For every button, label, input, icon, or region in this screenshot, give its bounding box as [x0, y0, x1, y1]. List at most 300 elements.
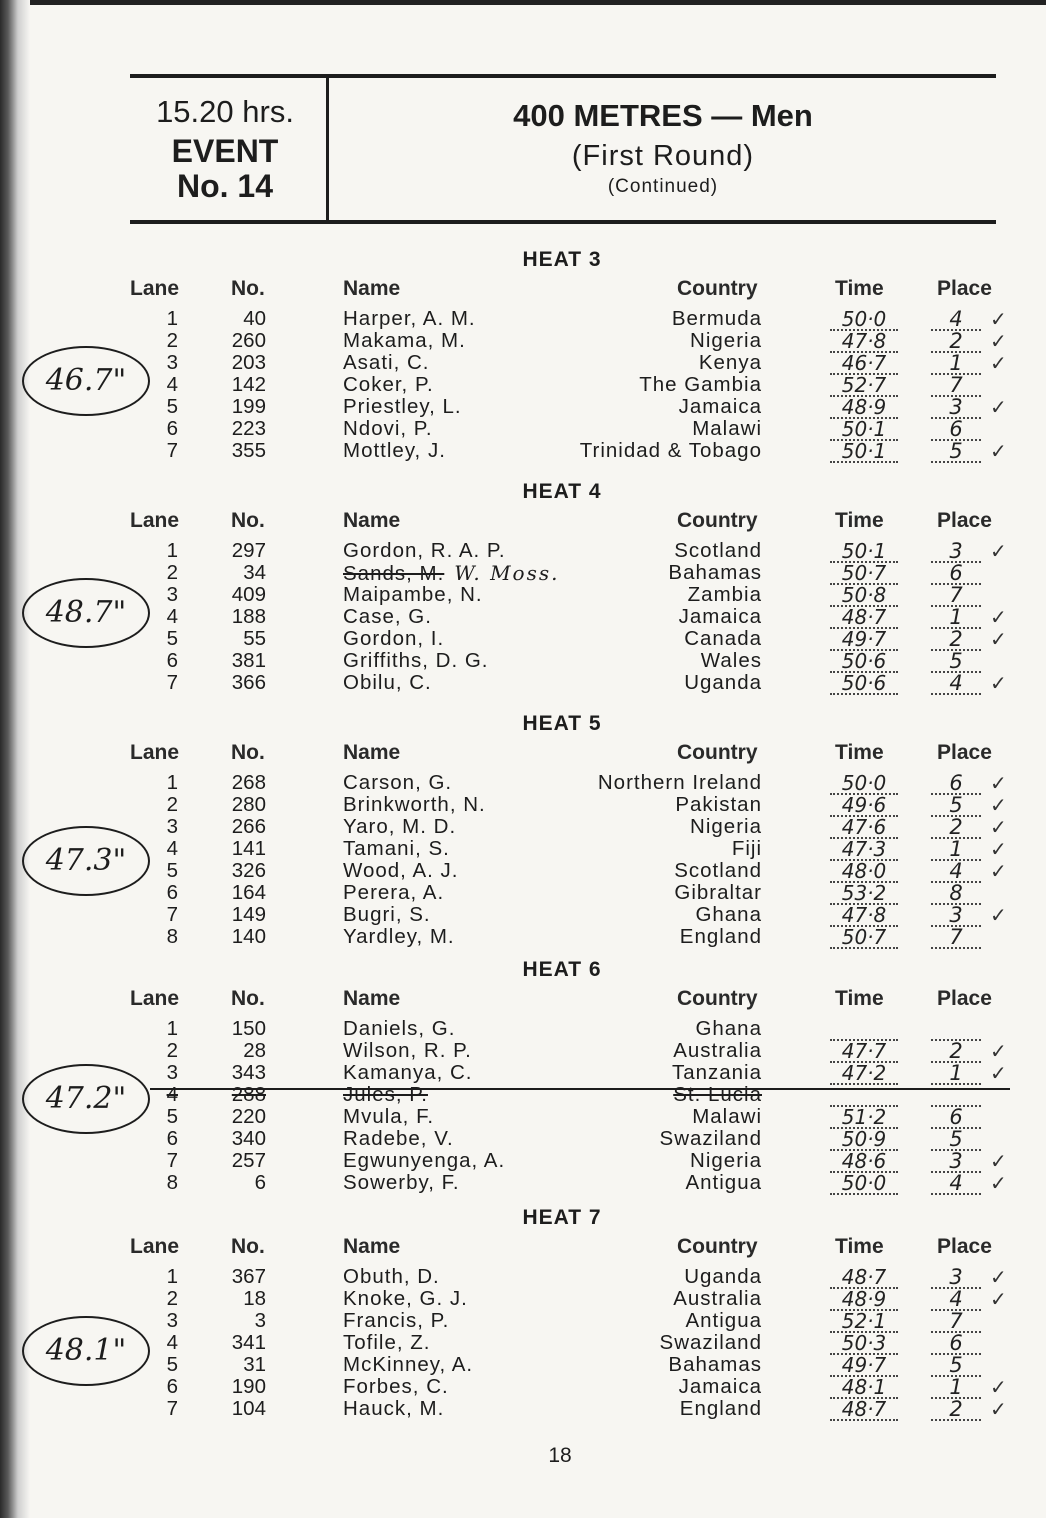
handwritten-place: 6	[931, 418, 981, 441]
handwritten-place: 4	[931, 308, 981, 331]
check-mark: ✓	[990, 627, 1007, 651]
handwritten-place: 5	[931, 794, 981, 817]
column-header-name: Name	[343, 1235, 401, 1258]
event-title: 400 METRES — Men	[513, 98, 813, 133]
handwritten-place: 3	[931, 1266, 981, 1289]
country: Zambia	[687, 583, 762, 606]
handwritten-place: 2	[931, 816, 981, 839]
bib-number: 140	[231, 925, 266, 948]
handwritten-time: 47·7	[830, 1040, 898, 1063]
heat-title: HEAT 3	[522, 248, 602, 271]
bib-number: 268	[231, 771, 266, 794]
handwritten-place	[931, 1018, 981, 1041]
column-header-no: No.	[231, 509, 265, 532]
lane-number: 6	[166, 1375, 178, 1398]
event-time: 15.20 hrs.	[156, 94, 294, 129]
lane-number: 4	[166, 1331, 178, 1354]
event-no: No. 14	[176, 168, 274, 204]
athlete-name: Wood, A. J.	[343, 859, 459, 882]
bib-number: 141	[231, 837, 266, 860]
handwritten-place: 4	[931, 672, 981, 695]
lane-number: 6	[166, 417, 178, 440]
heat-entries	[0, 772, 1046, 948]
column-header-lane: Lane	[130, 741, 180, 764]
country: Nigeria	[690, 329, 762, 352]
country: Northern Ireland	[597, 771, 762, 794]
handwritten-place: 1	[931, 352, 981, 375]
column-header-no: No.	[231, 741, 265, 764]
handwritten-place: 2	[931, 330, 981, 353]
column-header-time: Time	[835, 1235, 884, 1258]
entry-row	[0, 904, 1046, 926]
athlete-name: Case, G.	[343, 605, 432, 628]
country: Swaziland	[659, 1127, 762, 1150]
handwritten-time: 46·7	[830, 352, 898, 375]
handwritten-place: 4	[931, 1288, 981, 1311]
lane-number: 4	[166, 837, 178, 860]
lane-number: 2	[166, 1039, 178, 1062]
handwritten-time: 48·7	[830, 606, 898, 629]
country: Jamaica	[678, 605, 762, 628]
athlete-name: Hauck, M.	[343, 1397, 445, 1420]
bib-number: 3	[254, 1309, 266, 1332]
handwritten-time: 53·2	[830, 882, 898, 905]
country: Wales	[700, 649, 762, 672]
lane-number: 4	[166, 605, 178, 628]
bib-number: 260	[231, 329, 266, 352]
column-header-country: Country	[677, 741, 758, 764]
athlete-name: Ndovi, P.	[343, 417, 433, 440]
bib-number: 355	[231, 439, 266, 462]
check-mark: ✓	[990, 771, 1007, 795]
handwritten-place: 5	[931, 650, 981, 673]
handwritten-time: 47·3	[830, 838, 898, 861]
country: Scotland	[674, 539, 762, 562]
handwritten-place: 2	[931, 1398, 981, 1421]
handwritten-time: 50·1	[830, 440, 898, 463]
heat-title: HEAT 4	[522, 480, 602, 503]
handwritten-place: 1	[931, 1376, 981, 1399]
athlete-name: Mvula, F.	[343, 1105, 435, 1128]
athlete-name: Tamani, S.	[343, 837, 450, 860]
athlete-name: Yardley, M.	[343, 925, 455, 948]
handwritten-time: 50·7	[830, 562, 898, 585]
entry-row	[0, 1376, 1046, 1398]
country: Ghana	[695, 903, 762, 926]
handwritten-place: 3	[931, 396, 981, 419]
country: Uganda	[684, 671, 762, 694]
lane-number: 2	[166, 561, 178, 584]
athlete-name: Francis, P.	[343, 1309, 450, 1332]
handwritten-time: 48·6	[830, 1150, 898, 1173]
entry-row	[0, 540, 1046, 562]
bib-number: 297	[231, 539, 266, 562]
check-mark: ✓	[990, 539, 1007, 563]
lane-number: 6	[166, 1127, 178, 1150]
athlete-name: Brinkworth, N.	[343, 793, 486, 816]
bib-number: 367	[231, 1265, 266, 1288]
lane-number: 5	[166, 859, 178, 882]
athlete-name: McKinney, A.	[343, 1353, 474, 1376]
page-top-edge	[0, 0, 1046, 5]
country: England	[679, 1397, 762, 1420]
bib-number: 288	[231, 1083, 266, 1106]
check-mark: ✓	[990, 671, 1007, 695]
athlete-name: Jules, P.	[343, 1083, 428, 1106]
heat-title: HEAT 5	[522, 712, 602, 735]
entry-row	[0, 1040, 1046, 1062]
column-header-time: Time	[835, 509, 884, 532]
lane-number: 4	[166, 1083, 178, 1106]
bib-number: 381	[231, 649, 266, 672]
country: Malawi	[692, 417, 762, 440]
athlete-name: Tofile, Z.	[343, 1331, 431, 1354]
country: Canada	[684, 627, 762, 650]
entry-row	[0, 1150, 1046, 1172]
column-header-name: Name	[343, 509, 401, 532]
handwritten-time: 47·6	[830, 816, 898, 839]
handwritten-time: 52·1	[830, 1310, 898, 1333]
entry-row	[0, 1398, 1046, 1420]
country: Antigua	[685, 1171, 762, 1194]
column-header-place: Place	[937, 741, 992, 764]
handwritten-place: 7	[931, 1310, 981, 1333]
athlete-name: Griffiths, D. G.	[343, 649, 489, 672]
heat-entries	[0, 1018, 1046, 1194]
athlete-name: Maipambe, N.	[343, 583, 483, 606]
athlete-name: Radebe, V.	[343, 1127, 454, 1150]
handwritten-time: 49·7	[830, 628, 898, 651]
column-header-name: Name	[343, 277, 401, 300]
column-header-country: Country	[677, 277, 758, 300]
entry-row	[0, 584, 1046, 606]
header-top-rule	[130, 74, 996, 78]
handwritten-place: 1	[931, 1062, 981, 1085]
bib-number: 409	[231, 583, 266, 606]
column-header-lane: Lane	[130, 1235, 180, 1258]
check-mark: ✓	[990, 793, 1007, 817]
country: Australia	[673, 1287, 762, 1310]
entry-row	[0, 1128, 1046, 1150]
entry-row	[0, 606, 1046, 628]
handwritten-place: 6	[931, 562, 981, 585]
handwritten-place: 5	[931, 440, 981, 463]
athlete-name: Egwunyenga, A.	[343, 1149, 506, 1172]
country: Gibraltar	[674, 881, 762, 904]
check-mark: ✓	[990, 1397, 1007, 1421]
country: Bahamas	[668, 561, 762, 584]
heat-entries	[0, 1266, 1046, 1420]
check-mark: ✓	[990, 1149, 1007, 1173]
bib-number: 142	[231, 373, 266, 396]
entry-row	[0, 772, 1046, 794]
check-mark: ✓	[990, 605, 1007, 629]
lane-number: 4	[166, 373, 178, 396]
athlete-name: Knoke, G. J.	[343, 1287, 468, 1310]
athlete-name: Perera, A.	[343, 881, 445, 904]
bib-number: 188	[231, 605, 266, 628]
handwritten-time: 50·9	[830, 1128, 898, 1151]
column-header-place: Place	[937, 277, 992, 300]
handwritten-place: 4	[931, 860, 981, 883]
lane-number: 7	[166, 439, 178, 462]
entry-row	[0, 1018, 1046, 1040]
bib-number: 266	[231, 815, 266, 838]
check-mark: ✓	[990, 307, 1007, 331]
handwritten-time: 48·0	[830, 860, 898, 883]
entry-row	[0, 396, 1046, 418]
lane-number: 2	[166, 793, 178, 816]
bib-number: 280	[231, 793, 266, 816]
circled-best-time: 46.7"	[22, 346, 150, 416]
athlete-name: Gordon, I.	[343, 627, 445, 650]
lane-number: 5	[166, 1353, 178, 1376]
bib-number: 28	[243, 1039, 266, 1062]
bib-number: 326	[231, 859, 266, 882]
entry-row	[0, 882, 1046, 904]
handwritten-place: 8	[931, 882, 981, 905]
entry-row	[0, 352, 1046, 374]
column-header-lane: Lane	[130, 509, 180, 532]
heat-entries	[0, 308, 1046, 462]
struck-athlete-name: Sands, M.	[343, 562, 445, 585]
lane-number: 1	[166, 307, 178, 330]
column-header-no: No.	[231, 1235, 265, 1258]
athlete-name: Obilu, C.	[343, 671, 432, 694]
handwritten-time: 50·0	[830, 308, 898, 331]
column-header-lane: Lane	[130, 277, 180, 300]
scratch-strike-line	[150, 1088, 1010, 1090]
entry-row	[0, 330, 1046, 352]
entry-row	[0, 1106, 1046, 1128]
lane-number: 7	[166, 671, 178, 694]
bib-number: 257	[231, 1149, 266, 1172]
column-header-country: Country	[677, 987, 758, 1010]
lane-number: 3	[166, 351, 178, 374]
athlete-name: Coker, P.	[343, 373, 434, 396]
handwritten-time: 50·0	[830, 772, 898, 795]
event-label: EVENT	[171, 133, 279, 169]
column-header-country: Country	[677, 509, 758, 532]
entry-row	[0, 816, 1046, 838]
handwritten-time	[830, 1018, 898, 1041]
athlete-name: Carson, G.	[343, 771, 453, 794]
lane-number: 2	[166, 1287, 178, 1310]
check-mark: ✓	[990, 1287, 1007, 1311]
column-header-time: Time	[835, 741, 884, 764]
entry-row	[0, 1062, 1046, 1084]
country: England	[679, 925, 762, 948]
column-header-country: Country	[677, 1235, 758, 1258]
check-mark: ✓	[990, 903, 1007, 927]
entry-row	[0, 1332, 1046, 1354]
check-mark: ✓	[990, 1039, 1007, 1063]
handwritten-place: 2	[931, 1040, 981, 1063]
column-header-no: No.	[231, 277, 265, 300]
country: Antigua	[685, 1309, 762, 1332]
handwritten-time: 50·7	[830, 926, 898, 949]
check-mark: ✓	[990, 351, 1007, 375]
country: Swaziland	[659, 1331, 762, 1354]
header-divider	[326, 78, 329, 220]
check-mark: ✓	[990, 1171, 1007, 1195]
handwritten-place: 1	[931, 606, 981, 629]
athlete-name: Kamanya, C.	[343, 1061, 473, 1084]
handwritten-time: 50·6	[830, 672, 898, 695]
bib-number: 55	[243, 627, 266, 650]
handwritten-substitute-name: W. Moss.	[454, 561, 560, 585]
handwritten-time: 52·7	[830, 374, 898, 397]
lane-number: 1	[166, 1017, 178, 1040]
column-header-name: Name	[343, 741, 401, 764]
lane-number: 8	[166, 925, 178, 948]
athlete-name: Bugri, S.	[343, 903, 431, 926]
athlete-name: Priestley, L.	[343, 395, 462, 418]
event-round: (First Round)	[571, 140, 755, 172]
bib-number: 203	[231, 351, 266, 374]
column-header-no: No.	[231, 987, 265, 1010]
bib-number: 223	[231, 417, 266, 440]
lane-number: 1	[166, 1265, 178, 1288]
handwritten-place: 7	[931, 584, 981, 607]
entry-row	[0, 838, 1046, 860]
column-header-time: Time	[835, 987, 884, 1010]
country: Nigeria	[690, 1149, 762, 1172]
handwritten-place: 5	[931, 1354, 981, 1377]
handwritten-place: 3	[931, 904, 981, 927]
country: Tanzania	[671, 1061, 762, 1084]
country: Ghana	[695, 1017, 762, 1040]
bib-number: 31	[243, 1353, 266, 1376]
handwritten-time: 47·8	[830, 330, 898, 353]
event-header	[130, 74, 996, 224]
handwritten-time: 48·7	[830, 1398, 898, 1421]
entry-row	[0, 1310, 1046, 1332]
bib-number: 190	[231, 1375, 266, 1398]
country: Fiji	[731, 837, 762, 860]
athlete-name: Daniels, G.	[343, 1017, 456, 1040]
bib-number: 341	[231, 1331, 266, 1354]
check-mark: ✓	[990, 329, 1007, 353]
handwritten-place: 6	[931, 772, 981, 795]
column-header-lane: Lane	[130, 987, 180, 1010]
country: Pakistan	[675, 793, 762, 816]
entry-row	[0, 1172, 1046, 1194]
country: The Gambia	[639, 373, 762, 396]
handwritten-place: 6	[931, 1332, 981, 1355]
column-header-place: Place	[937, 509, 992, 532]
entry-row	[0, 1266, 1046, 1288]
entry-row	[0, 794, 1046, 816]
check-mark: ✓	[990, 837, 1007, 861]
entry-row	[0, 562, 1046, 584]
check-mark: ✓	[990, 439, 1007, 463]
athlete-name: Sowerby, F.	[343, 1171, 460, 1194]
country: Nigeria	[690, 815, 762, 838]
athlete-name: Wilson, R. P.	[343, 1039, 472, 1062]
heat-title: HEAT 6	[522, 958, 602, 981]
lane-number: 1	[166, 539, 178, 562]
handwritten-time: 50·6	[830, 650, 898, 673]
circled-best-time: 48.1"	[22, 1316, 150, 1386]
athlete-name: Forbes, C.	[343, 1375, 449, 1398]
lane-number: 2	[166, 329, 178, 352]
athlete-name: Makama, M.	[343, 329, 466, 352]
lane-number: 5	[166, 1105, 178, 1128]
bib-number: 340	[231, 1127, 266, 1150]
athlete-name: Harper, A. M.	[343, 307, 476, 330]
athlete-name: Yaro, M. D.	[343, 815, 457, 838]
handwritten-place: 7	[931, 374, 981, 397]
handwritten-place: 7	[931, 926, 981, 949]
entry-row	[0, 308, 1046, 330]
entry-row	[0, 650, 1046, 672]
handwritten-time: 48·9	[830, 1288, 898, 1311]
country: Jamaica	[678, 1375, 762, 1398]
handwritten-place: 1	[931, 838, 981, 861]
event-number	[130, 134, 320, 204]
event-continued: (Continued)	[607, 176, 719, 197]
circled-best-time: 48.7"	[22, 578, 150, 648]
country: Malawi	[692, 1105, 762, 1128]
handwritten-place: 5	[931, 1128, 981, 1151]
handwritten-place: 4	[931, 1172, 981, 1195]
entry-row	[0, 860, 1046, 882]
lane-number: 6	[166, 881, 178, 904]
athlete-name: Gordon, R. A. P.	[343, 539, 506, 562]
bib-number: 18	[243, 1287, 266, 1310]
check-mark: ✓	[990, 815, 1007, 839]
bib-number: 34	[243, 561, 266, 584]
lane-number: 7	[166, 1149, 178, 1172]
entry-row	[0, 628, 1046, 650]
bib-number: 220	[231, 1105, 266, 1128]
handwritten-time: 48·9	[830, 396, 898, 419]
circled-best-time: 47.3"	[22, 826, 150, 896]
lane-number: 3	[166, 815, 178, 838]
country: Bermuda	[671, 307, 762, 330]
lane-number: 5	[166, 627, 178, 650]
bib-number: 150	[231, 1017, 266, 1040]
column-header-place: Place	[937, 987, 992, 1010]
bib-number: 149	[231, 903, 266, 926]
lane-number: 3	[166, 1061, 178, 1084]
handwritten-time: 49·6	[830, 794, 898, 817]
lane-number: 7	[166, 1397, 178, 1420]
handwritten-place: 3	[931, 1150, 981, 1173]
handwritten-place: 3	[931, 540, 981, 563]
lane-number: 3	[166, 1309, 178, 1332]
athlete-name: Asati, C.	[343, 351, 430, 374]
entry-row	[0, 1354, 1046, 1376]
bib-number: 104	[231, 1397, 266, 1420]
check-mark: ✓	[990, 859, 1007, 883]
column-header-time: Time	[835, 277, 884, 300]
lane-number: 5	[166, 395, 178, 418]
handwritten-time: 50·8	[830, 584, 898, 607]
check-mark: ✓	[990, 395, 1007, 419]
entry-row	[0, 1288, 1046, 1310]
column-header-place: Place	[937, 1235, 992, 1258]
country: Jamaica	[678, 395, 762, 418]
country: Uganda	[684, 1265, 762, 1288]
country: Kenya	[698, 351, 762, 374]
country: Australia	[673, 1039, 762, 1062]
handwritten-time: 48·7	[830, 1266, 898, 1289]
handwritten-time: 48·1	[830, 1376, 898, 1399]
athlete-name: Mottley, J.	[343, 439, 446, 462]
entry-row	[0, 672, 1046, 694]
